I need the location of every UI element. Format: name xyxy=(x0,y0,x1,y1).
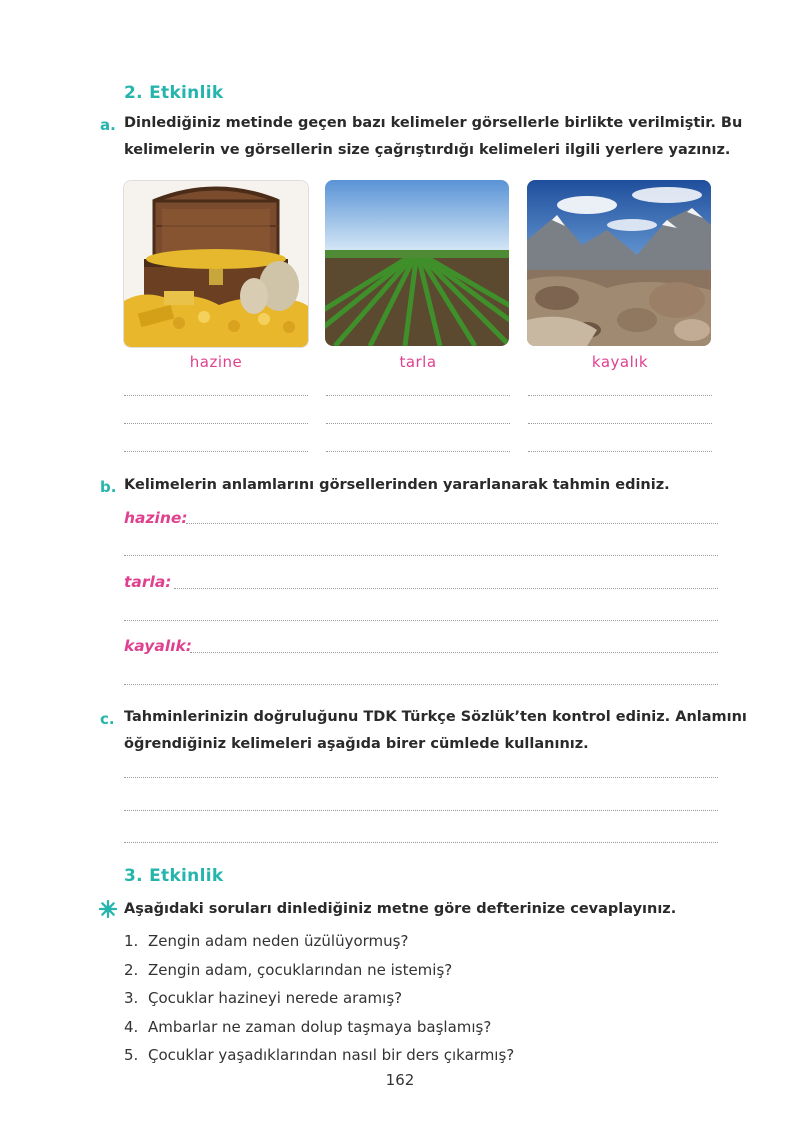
part-b-instruction: Kelimelerin anlamlarını görsellerinden yararlanarak tahmin ediniz. xyxy=(124,477,670,493)
list-item xyxy=(124,1041,514,1070)
part-a-letter: a. xyxy=(100,116,116,134)
answer-line[interactable] xyxy=(124,555,718,556)
rocky-mountain-photo xyxy=(527,180,711,346)
treasure-chest-photo xyxy=(123,180,309,348)
activity-3-title: 3. Etkinlik xyxy=(124,866,224,886)
answer-line[interactable] xyxy=(124,842,718,843)
question-number: 2. xyxy=(124,960,139,979)
activity-3-instruction: Aşağıdaki soruları dinlediğiniz metne göre defterinize cevaplayınız. xyxy=(124,901,677,917)
question-text: Zengin adam, çocuklarından ne istemiş? xyxy=(148,960,453,979)
activity-2-title: 2. Etkinlik xyxy=(124,83,224,103)
question-list xyxy=(124,927,514,1070)
answer-line[interactable] xyxy=(124,684,718,685)
answer-line[interactable] xyxy=(326,423,510,424)
list-item xyxy=(124,1013,514,1042)
label-hazine: hazine: xyxy=(124,509,188,527)
part-a-line-1: Dinlediğiniz metinde geçen bazı kelimeler görsellerle birlikte verilmiştir. Bu xyxy=(124,115,743,131)
answer-line[interactable] xyxy=(124,395,308,396)
page-number: 162 xyxy=(385,1071,415,1089)
answer-line[interactable] xyxy=(190,652,718,653)
answer-line[interactable] xyxy=(124,777,718,778)
answer-line[interactable] xyxy=(124,620,718,621)
answer-line[interactable] xyxy=(124,810,718,811)
label-kayalik: kayalık: xyxy=(124,637,192,655)
crop-field-photo xyxy=(325,180,509,346)
question-text: Çocuklar yaşadıklarından nasıl bir ders çıkarmış? xyxy=(148,1046,515,1064)
part-c-line-2: öğrendiğiniz kelimeleri aşağıda birer cümlede kullanınız. xyxy=(124,736,589,752)
answer-line[interactable] xyxy=(124,423,308,424)
answer-line[interactable] xyxy=(326,395,510,396)
list-item xyxy=(124,956,514,985)
part-c-line-1: Tahminlerinizin doğruluğunu TDK Türkçe Sözlük’ten kontrol ediniz. Anlamını xyxy=(124,709,747,725)
part-c-instruction xyxy=(124,704,764,758)
question-number: 4. xyxy=(124,1017,139,1036)
question-text: Ambarlar ne zaman dolup taşmaya başlamış? xyxy=(148,1017,492,1036)
part-a-line-2: kelimelerin ve görsellerin size çağrıştırdığı kelimeleri ilgili yerlere yazınız. xyxy=(124,142,731,158)
answer-line[interactable] xyxy=(124,451,308,452)
answer-line[interactable] xyxy=(528,451,712,452)
part-a-instruction xyxy=(124,110,764,164)
label-tarla: tarla: xyxy=(124,573,172,591)
question-number: 1. xyxy=(124,932,139,950)
starburst-icon xyxy=(99,900,117,918)
answer-line[interactable] xyxy=(186,523,718,524)
part-c-letter: c. xyxy=(100,710,115,728)
part-b-letter: b. xyxy=(100,478,117,496)
photo-word-hazine: hazine xyxy=(189,353,243,371)
answer-line[interactable] xyxy=(326,451,510,452)
list-item xyxy=(124,927,514,956)
list-item xyxy=(124,984,514,1013)
question-number: 3. xyxy=(124,989,139,1007)
photo-word-tarla: tarla xyxy=(399,353,437,371)
answer-line[interactable] xyxy=(528,395,712,396)
photo-word-kayalik: kayalık xyxy=(591,353,649,371)
question-number: 5. xyxy=(124,1046,139,1064)
question-text: Çocuklar hazineyi nerede aramış? xyxy=(148,989,403,1007)
question-text: Zengin adam neden üzülüyormuş? xyxy=(148,932,409,950)
answer-line[interactable] xyxy=(528,423,712,424)
answer-line[interactable] xyxy=(174,588,718,589)
